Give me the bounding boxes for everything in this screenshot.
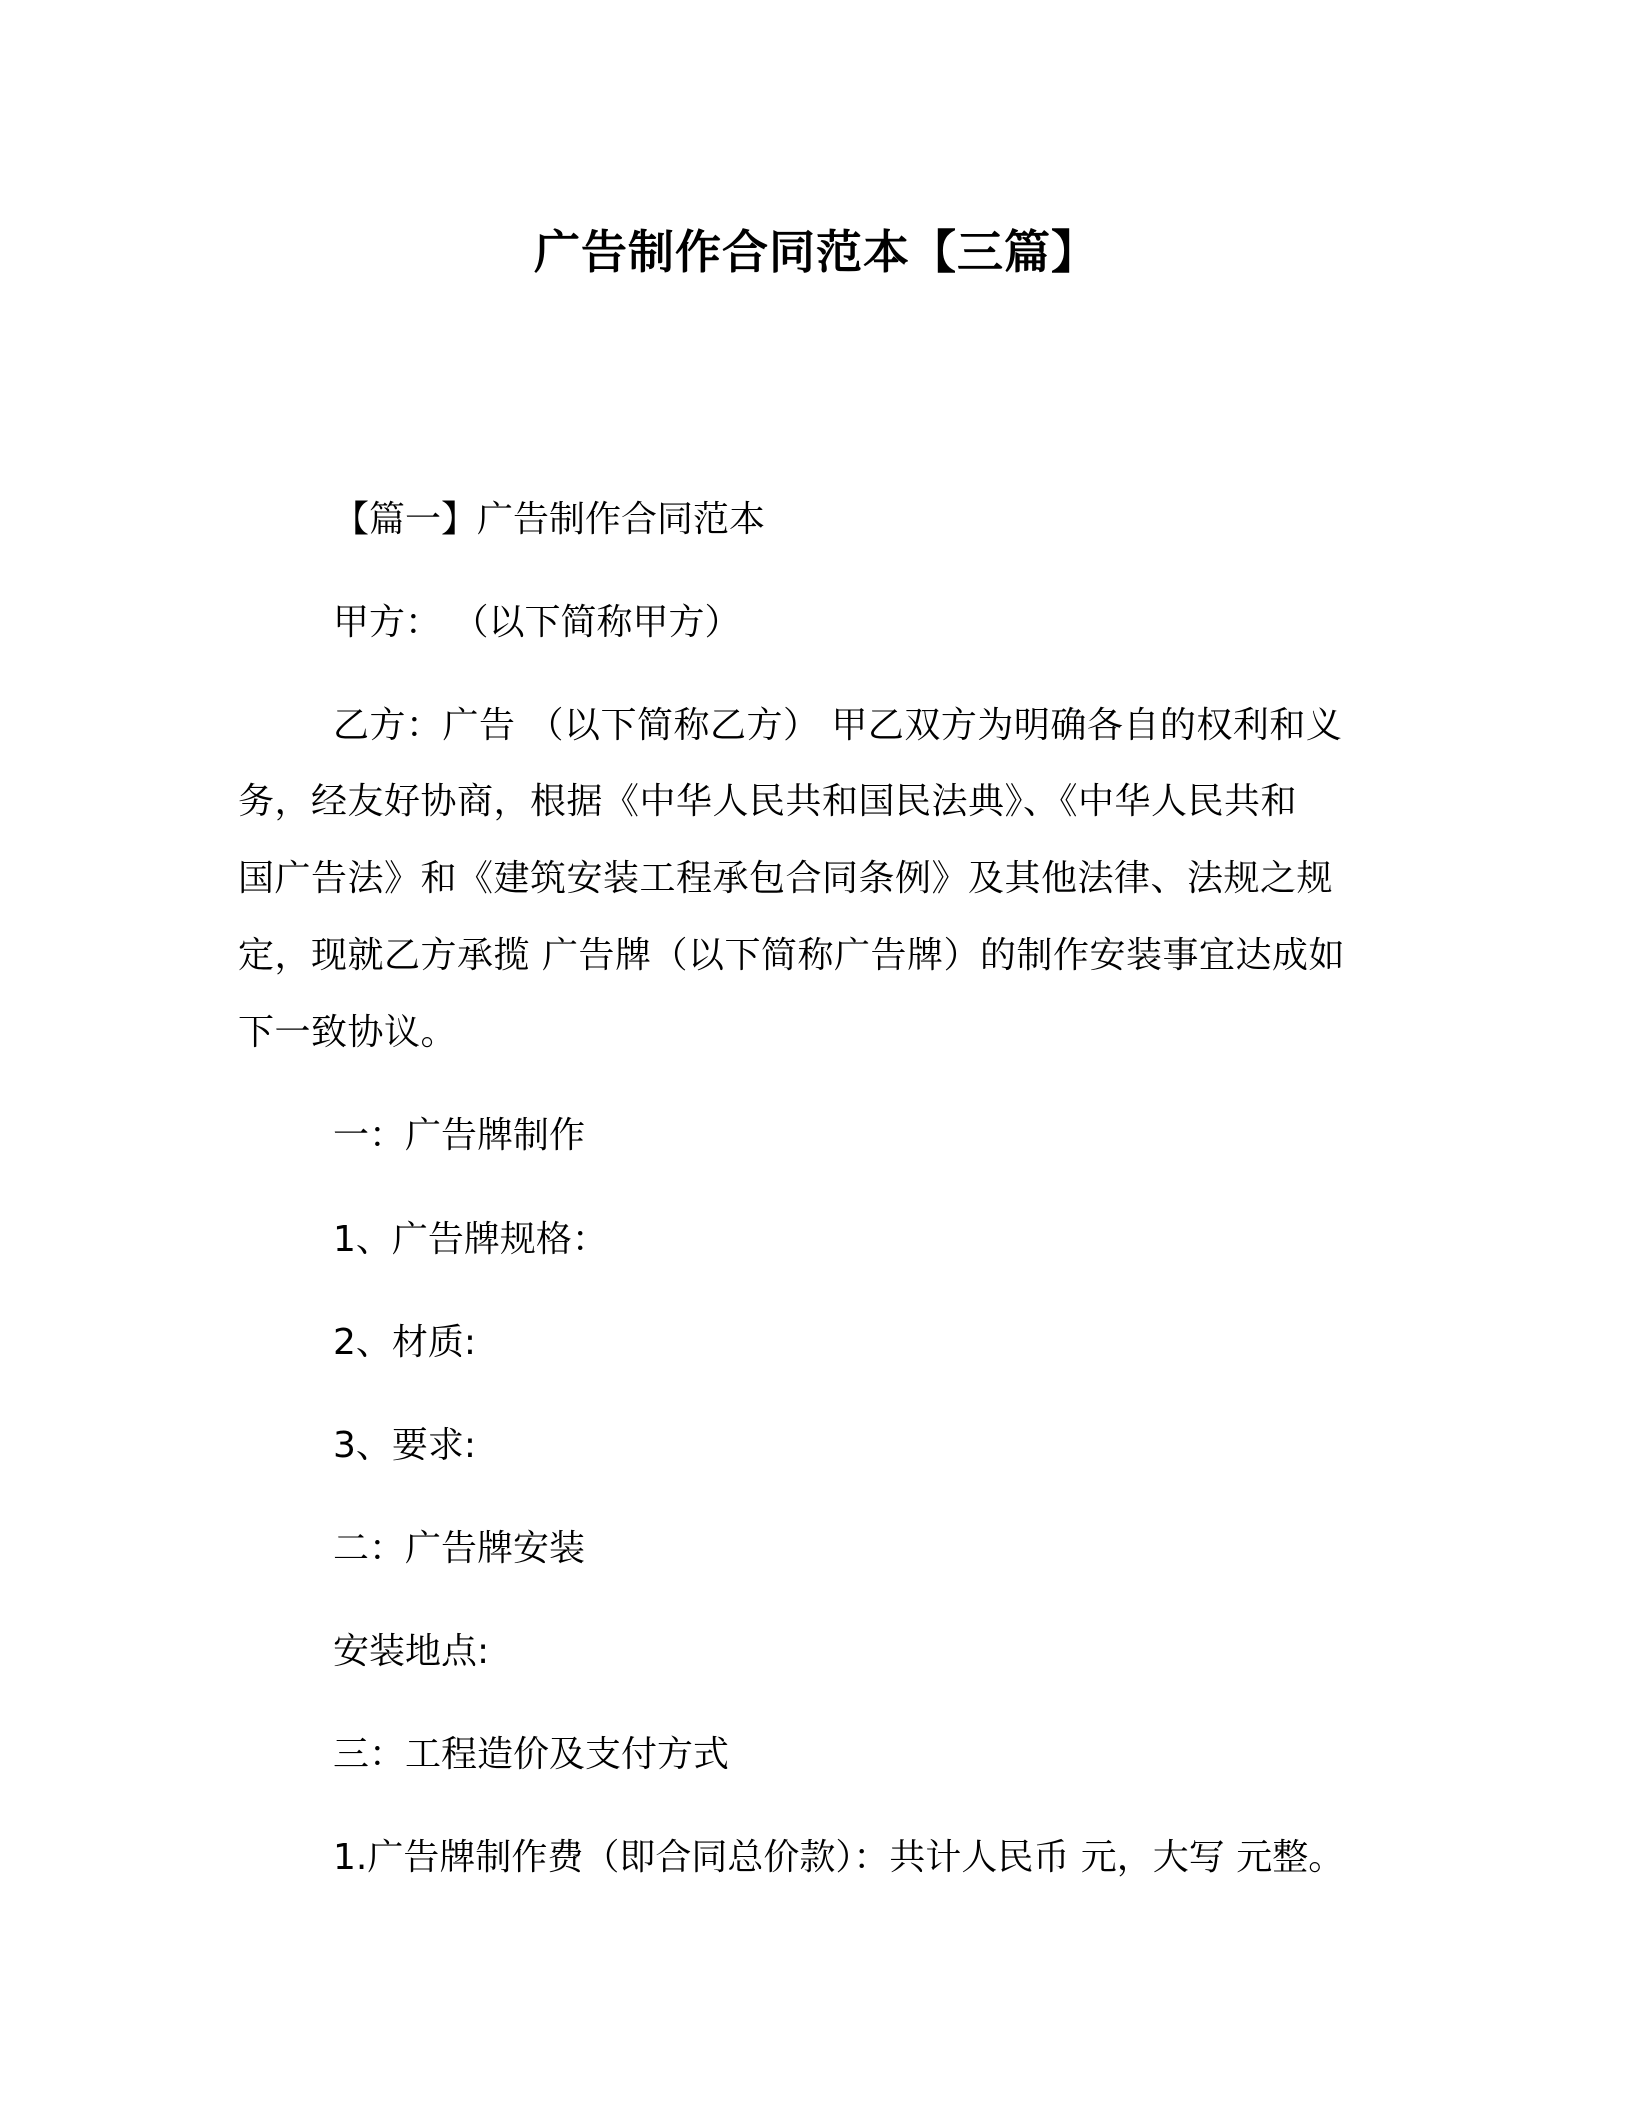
item-spec: 1、广告牌规格： [333, 1219, 608, 1260]
paragraph-line: 定，现就乙方承揽 广告牌（以下简称广告牌）的制作安装事宜达成如 [238, 935, 1345, 976]
paragraph-line: 乙方：广告 （以下简称乙方） 甲乙双方为明确各自的权利和义 [333, 705, 1343, 746]
install-location: 安装地点: [333, 1631, 490, 1672]
clause-two-heading: 二：广告牌安装 [333, 1528, 586, 1569]
clause-one-heading: 一：广告牌制作 [333, 1115, 586, 1156]
section-heading: 【篇一】广告制作合同范本 [333, 499, 766, 540]
document-title: 广告制作合同范本【三篇】 [534, 225, 1098, 279]
fee-line: 1.广告牌制作费（即合同总价款）：共计人民币 元，大写 元整。 [333, 1837, 1345, 1878]
item-requirement: 3、要求: [333, 1425, 477, 1466]
paragraph-line: 务，经友好协商，根据《中华人民共和国民法典》、《中华人民共和 [238, 781, 1298, 822]
party-a-line: 甲方： （以下简称甲方） [333, 602, 741, 643]
paragraph-line: 下一致协议。 [238, 1012, 458, 1053]
paragraph-line: 国广告法》和《建筑安装工程承包合同条例》及其他法律、法规之规 [238, 858, 1334, 899]
item-material: 2、材质: [333, 1322, 477, 1363]
clause-three-heading: 三：工程造价及支付方式 [333, 1734, 730, 1775]
